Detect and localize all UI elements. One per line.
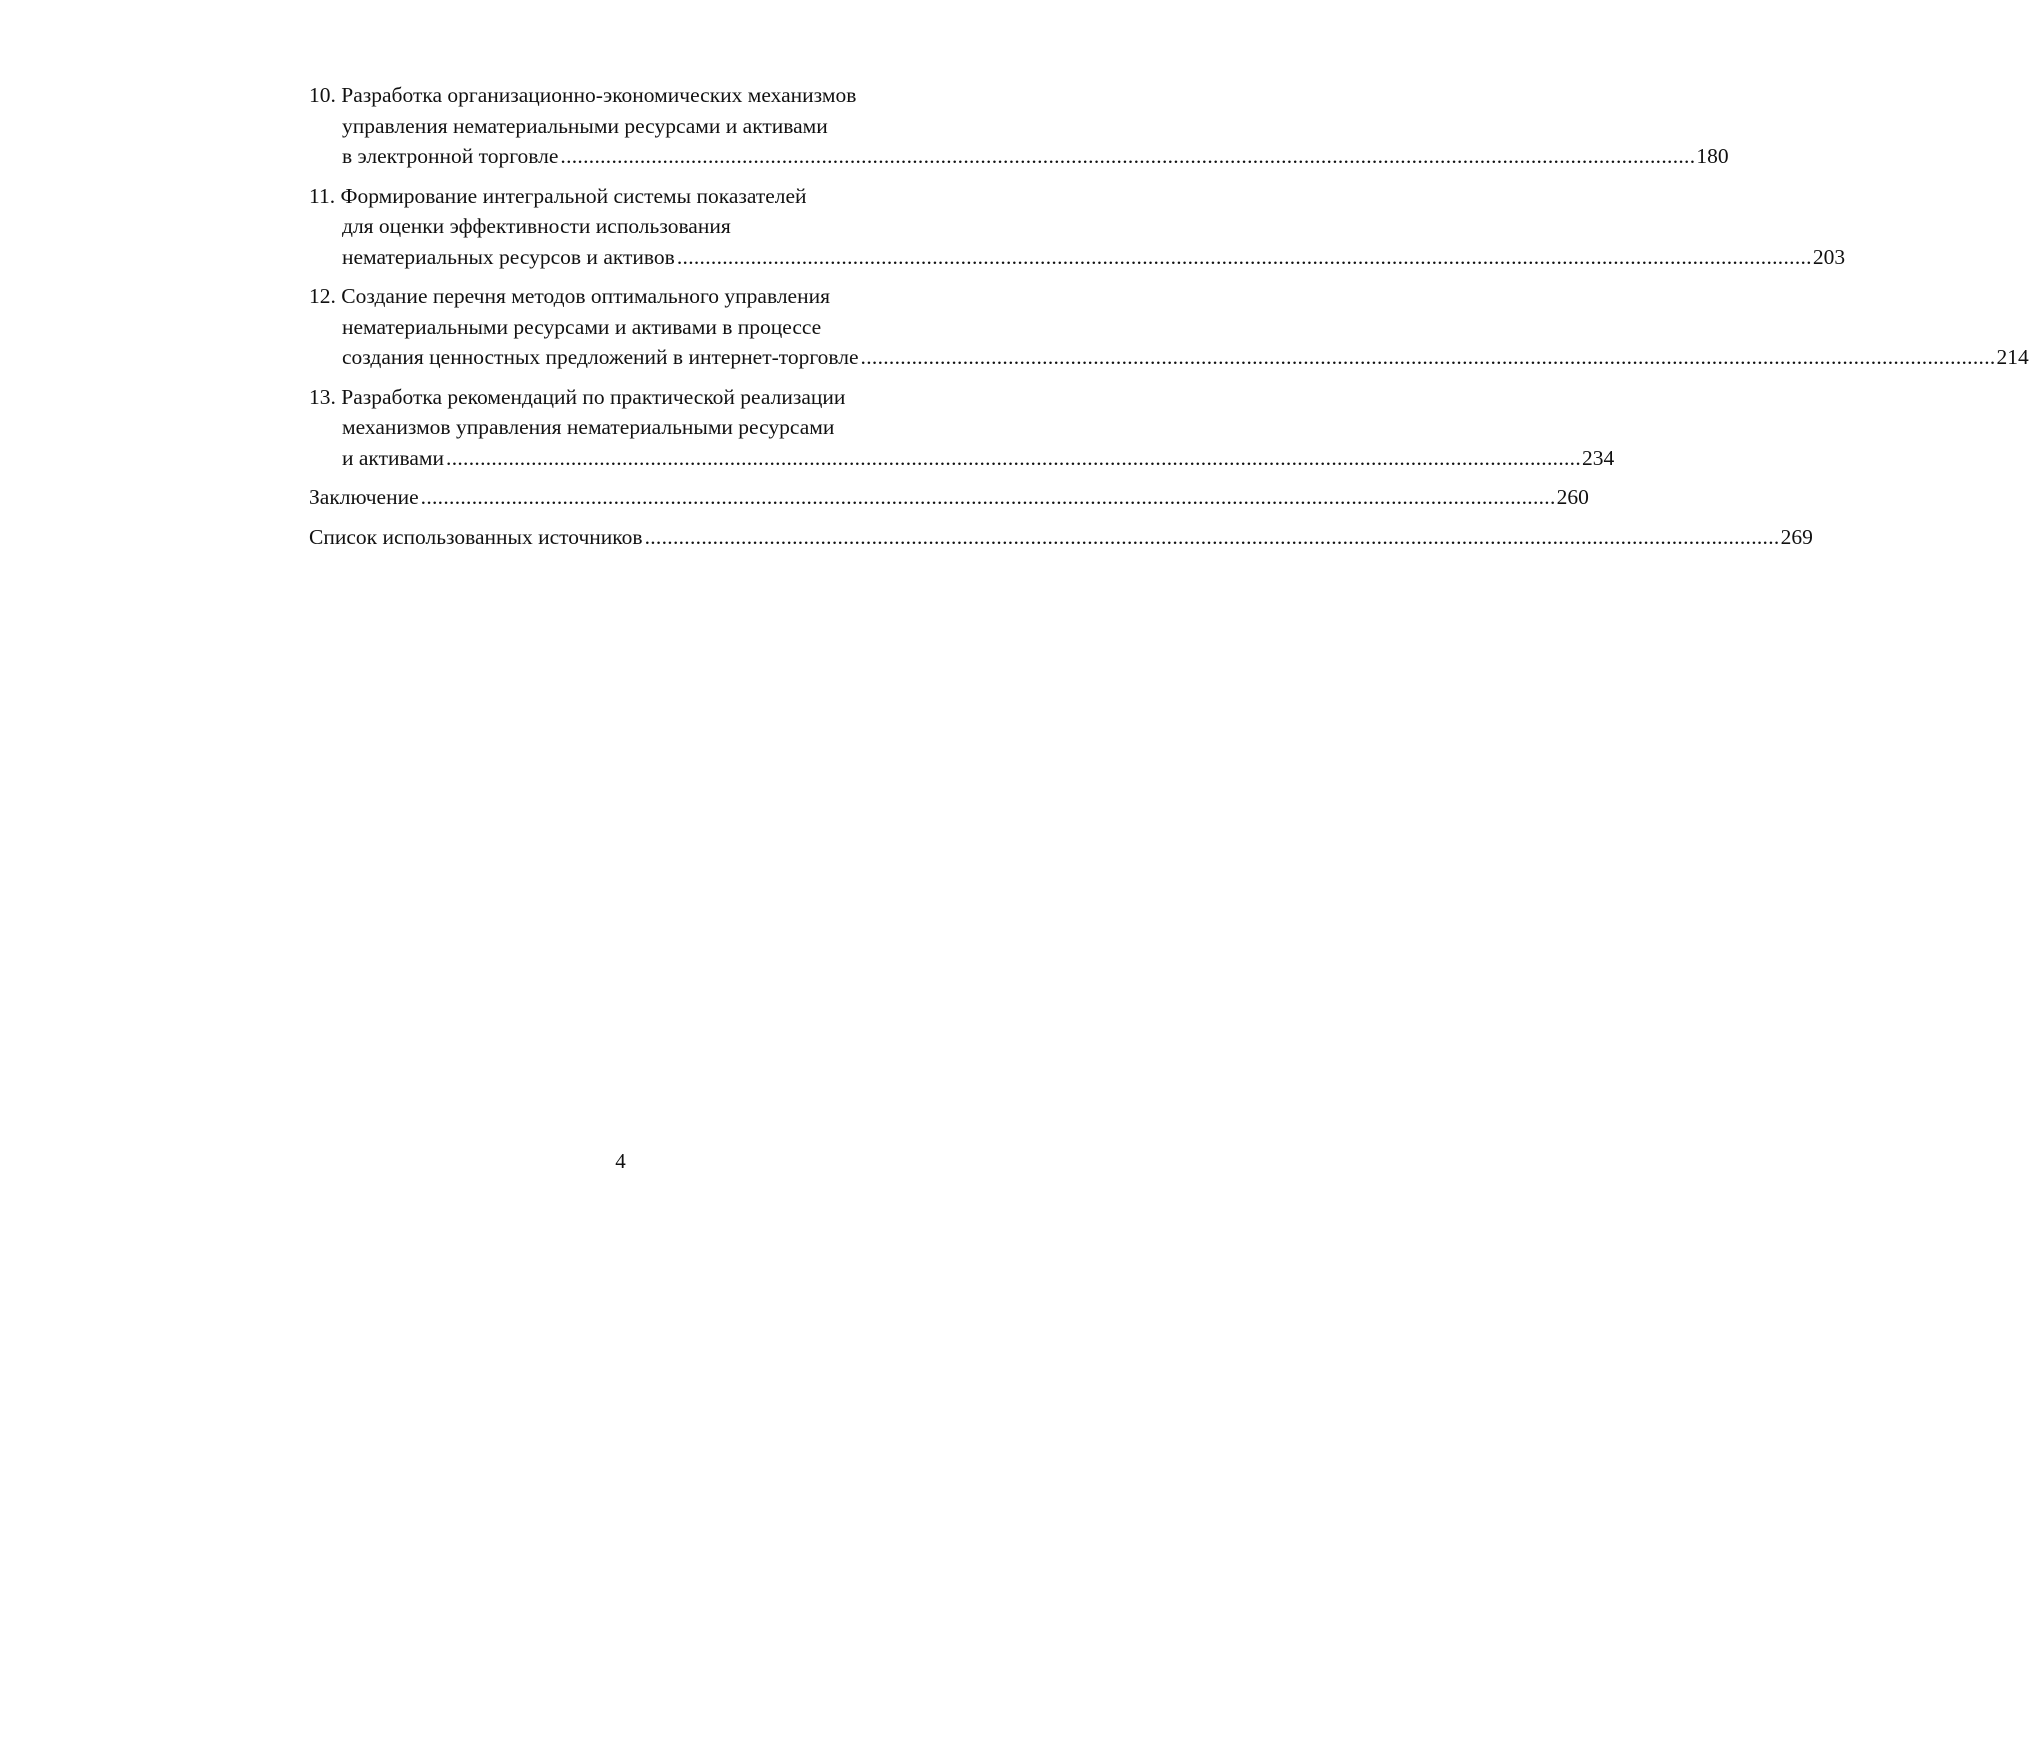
- toc-entry-title: для оценки эффективности использования: [342, 214, 731, 238]
- toc-page-number: 203: [1812, 244, 1846, 269]
- toc-entry-title: нематериальных ресурсов и активов: [342, 244, 675, 269]
- toc-entry-title: в электронной торговле: [342, 144, 559, 168]
- toc-entry-last-line: [309, 141, 1729, 172]
- toc-entry-title: Список использованных источников: [309, 524, 643, 549]
- toc-entry-last-line: [309, 522, 1813, 553]
- toc-entry-title: 10. Разработка организационно-экономических механизмов: [309, 83, 857, 107]
- toc-page-number: 260: [1556, 485, 1589, 509]
- dot-leader: ........................................................................................................................................................................................................: [676, 244, 1812, 269]
- toc-entry-title: механизмов управления нематериальными ресурсами: [342, 415, 835, 439]
- toc-entry-13: [309, 382, 1615, 474]
- toc-entry-references: [309, 522, 1813, 553]
- toc-entry-title: нематериальными ресурсами и активами в процессе: [342, 314, 822, 339]
- toc-entry-title: 11. Формирование интегральной системы показателей: [309, 183, 807, 208]
- toc-entry-title: 13. Разработка рекомендаций по практической реализации: [309, 384, 846, 409]
- toc-entry-title: Заключение: [309, 485, 419, 509]
- toc-page-number: 214: [1996, 345, 2029, 369]
- dot-leader: ........................................................................................................................................................................................................: [420, 485, 1556, 509]
- toc-page-number: 269: [1780, 524, 1813, 549]
- toc-entry-title: 12. Создание перечня методов оптимального управления: [309, 284, 830, 308]
- table-of-contents: [309, 80, 2029, 561]
- dot-leader: ........................................................................................................................................................................................................: [446, 445, 1582, 470]
- toc-entry-title: создания ценностных предложений в интернет-торговле: [342, 345, 859, 369]
- page-number: 4: [615, 1149, 626, 1173]
- toc-entry-last-line: [309, 242, 1846, 273]
- toc-entry-title: управления нематериальными ресурсами и активами: [342, 113, 828, 138]
- dot-leader: ........................................................................................................................................................................................................: [860, 345, 1996, 369]
- toc-entry-last-line: [309, 443, 1615, 474]
- toc-entry-title: и активами: [342, 445, 445, 470]
- toc-page-number: 180: [1696, 144, 1729, 168]
- toc-entry-12: [309, 281, 2029, 373]
- toc-entry-10: [309, 80, 1729, 172]
- toc-entry-conclusion: [309, 482, 1589, 513]
- toc-entry-last-line: [309, 342, 2029, 373]
- toc-page-number: 234: [1582, 445, 1615, 470]
- toc-entry-11: [309, 181, 1846, 273]
- dot-leader: ........................................................................................................................................................................................................: [644, 524, 1780, 549]
- toc-entry-last-line: [309, 482, 1589, 513]
- dot-leader: ........................................................................................................................................................................................................: [560, 144, 1696, 168]
